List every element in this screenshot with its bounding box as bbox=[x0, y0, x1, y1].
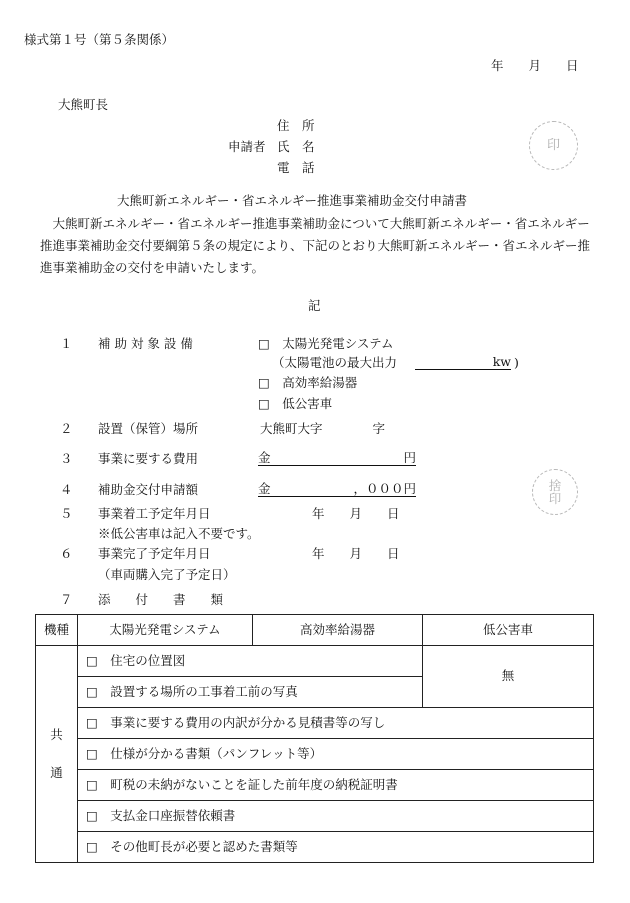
max-output-field[interactable] bbox=[415, 356, 511, 370]
option-solar[interactable]: □ 太陽光発電システム bbox=[258, 336, 394, 351]
application-date[interactable]: 年 月 日 bbox=[491, 58, 579, 73]
table-row bbox=[36, 708, 594, 739]
attachment-account-transfer[interactable]: □ 支払金口座振替依頼書 bbox=[78, 801, 594, 832]
seal-mark bbox=[529, 121, 578, 170]
applicant-prefix: 申請者 bbox=[228, 139, 266, 154]
form-number: 様式第１号（第５条関係） bbox=[24, 32, 175, 47]
common-label: 共通 bbox=[50, 727, 63, 780]
cost-suffix: 円 bbox=[403, 450, 416, 465]
table-row bbox=[36, 739, 594, 770]
phone-label: 電 話 bbox=[277, 160, 315, 175]
item6-number: ６ bbox=[60, 546, 73, 561]
addressee: 大熊町長 bbox=[58, 97, 109, 112]
max-output-unit: kw bbox=[492, 354, 511, 369]
attachment-other-documents[interactable]: □ その他町長が必要と認めた書類等 bbox=[78, 832, 594, 863]
item1-label: 補 助 対 象 設 備 bbox=[98, 336, 193, 351]
item5-note: ※低公害車は記入不要です。 bbox=[98, 526, 260, 541]
item7-label: 添 付 書 類 bbox=[98, 592, 224, 607]
seal-label: 印 bbox=[546, 137, 560, 153]
item1-number: １ bbox=[60, 336, 73, 351]
attachment-estimate-copy[interactable]: □ 事業に要する費用の内訳が分かる見積書等の写し bbox=[78, 708, 594, 739]
attachments-table bbox=[35, 614, 594, 863]
body-paragraph: 大熊町新エネルギー・省エネルギー推進事業補助金について大熊町新エネルギー・省エネルギー推進事業補助金交付要綱第５条の規定により、下記のとおり大熊町新エネルギー・省エネルギー推進事業補助金の交付を申請いたします。 bbox=[40, 216, 591, 275]
address-label: 住 所 bbox=[277, 118, 315, 133]
discard-seal-label: 捨印 bbox=[548, 477, 562, 506]
table-row bbox=[36, 770, 594, 801]
none-cell: 無 bbox=[423, 646, 594, 708]
completion-date-field[interactable]: 年 月 日 bbox=[312, 546, 400, 561]
table-header-row bbox=[36, 615, 594, 646]
cost-field[interactable] bbox=[258, 452, 416, 466]
attachment-location-map[interactable]: □ 住宅の位置図 bbox=[78, 646, 423, 677]
attachment-tax-certificate[interactable]: □ 町税の未納がないことを証した前年度の納税証明書 bbox=[78, 770, 594, 801]
header-type: 機種 bbox=[36, 615, 78, 646]
attachment-site-photo[interactable]: □ 設置する場所の工事着工前の写真 bbox=[78, 677, 423, 708]
header-water-heater: 高効率給湯器 bbox=[253, 615, 423, 646]
location-field[interactable]: 大熊町大字 字 bbox=[260, 421, 386, 436]
item5-label: 事業着工予定年月日 bbox=[98, 506, 211, 521]
option-water-heater[interactable]: □ 高効率給湯器 bbox=[258, 375, 358, 390]
subsidy-suffix: ，０００円 bbox=[353, 481, 416, 496]
header-solar: 太陽光発電システム bbox=[78, 615, 253, 646]
subsidy-prefix: 金 bbox=[258, 481, 271, 496]
table-row bbox=[36, 801, 594, 832]
item5-number: ５ bbox=[60, 506, 73, 521]
ki-heading: 記 bbox=[308, 298, 321, 313]
item2-number: ２ bbox=[60, 421, 73, 436]
item3-number: ３ bbox=[60, 451, 73, 466]
cost-prefix: 金 bbox=[258, 450, 271, 465]
start-date-field[interactable]: 年 月 日 bbox=[312, 506, 400, 521]
common-label-cell bbox=[36, 646, 78, 863]
attachment-spec-documents[interactable]: □ 仕様が分かる書類（パンフレット等） bbox=[78, 739, 594, 770]
item6-sub: （車両購入完了予定日） bbox=[98, 567, 236, 582]
item4-label: 補助金交付申請額 bbox=[98, 482, 199, 497]
item3-label: 事業に要する費用 bbox=[98, 451, 199, 466]
item2-label: 設置（保管）場所 bbox=[98, 421, 199, 436]
max-output-label: （太陽電池の最大出力 bbox=[272, 355, 398, 370]
discard-seal-mark bbox=[532, 469, 578, 515]
table-row bbox=[36, 832, 594, 863]
item4-number: ４ bbox=[60, 482, 73, 497]
header-low-emission-car: 低公害車 bbox=[423, 615, 594, 646]
max-output-close: ) bbox=[514, 355, 519, 370]
table-row bbox=[36, 646, 594, 677]
option-low-emission-car[interactable]: □ 低公害車 bbox=[258, 396, 333, 411]
item7-number: ７ bbox=[60, 592, 73, 607]
name-label: 氏 名 bbox=[277, 139, 315, 154]
subsidy-amount-field[interactable] bbox=[258, 483, 416, 497]
document-title: 大熊町新エネルギー・省エネルギー推進事業補助金交付申請書 bbox=[117, 193, 468, 208]
item6-label: 事業完了予定年月日 bbox=[98, 546, 211, 561]
